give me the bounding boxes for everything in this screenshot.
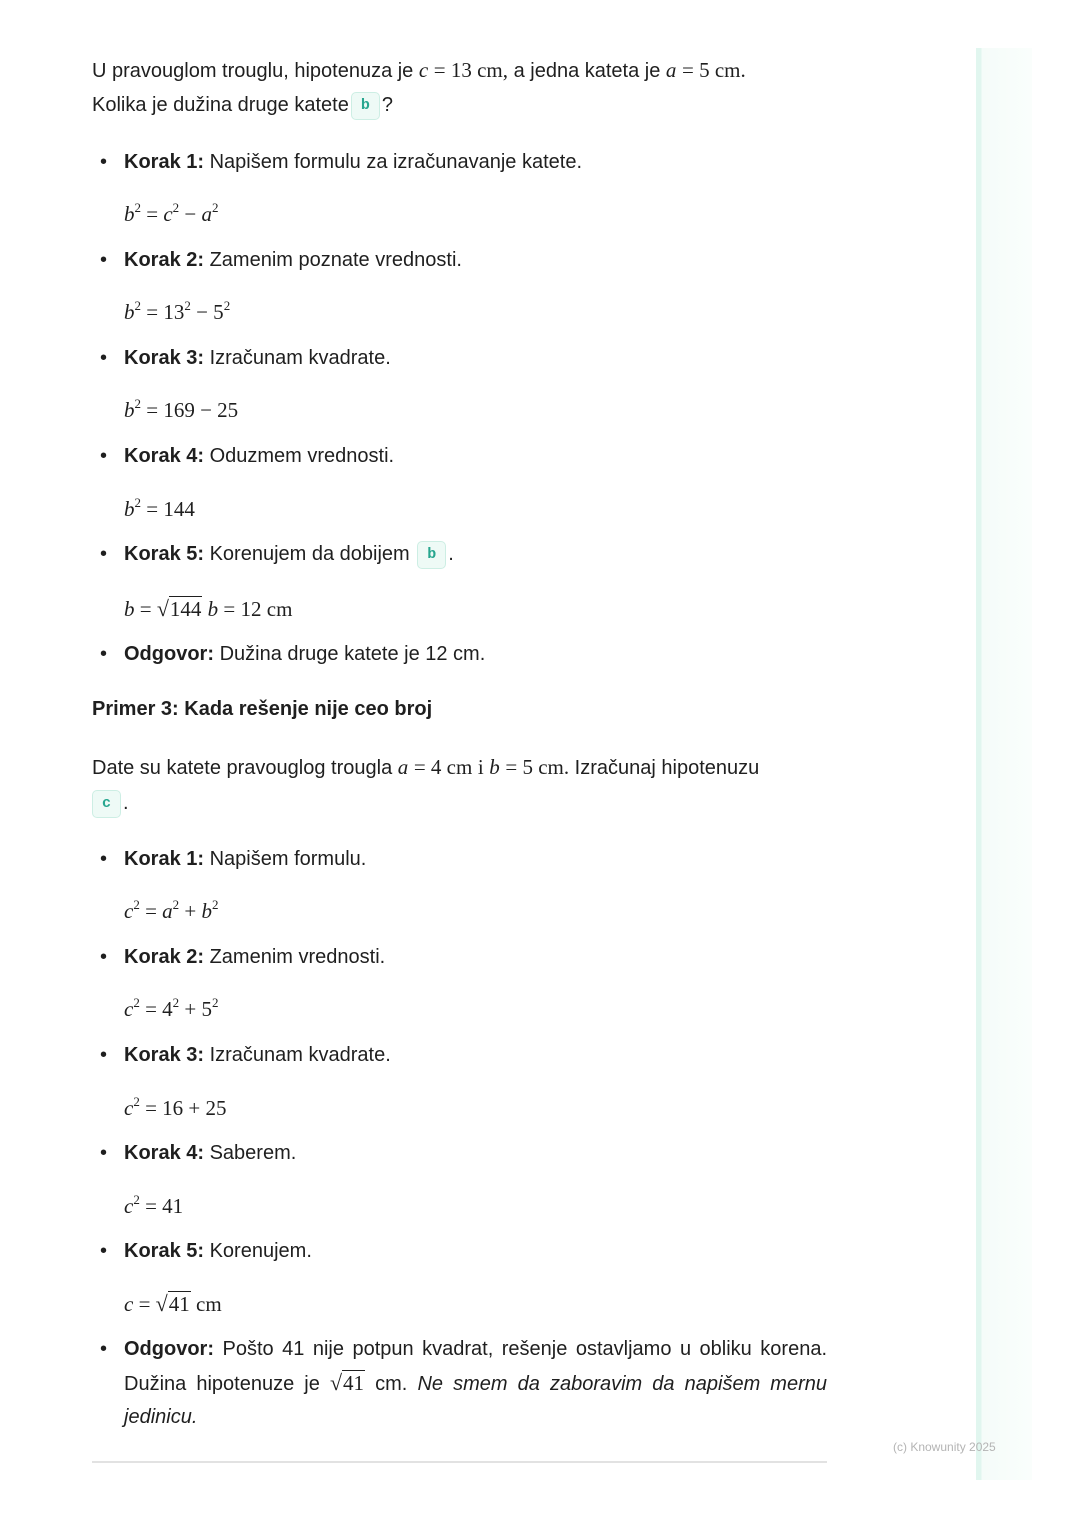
math-var-a: a xyxy=(397,755,409,779)
math-value-a: = 4 cm xyxy=(413,755,473,779)
intro-text-2: a jedna kateta je xyxy=(513,60,661,82)
bullet-dot: • xyxy=(100,1338,108,1360)
answer-note: Ne smem da zaboravim da napišem mernu jedinicu. xyxy=(124,1373,827,1428)
bullet-dot: • xyxy=(100,946,108,968)
sqrt: √41 xyxy=(155,1291,190,1316)
code-chip-c: c xyxy=(92,790,121,818)
step-text: Izračunam kvadrate. xyxy=(209,347,391,369)
answer-label: Odgovor: xyxy=(124,643,214,665)
step-label: Korak 1: xyxy=(124,848,205,870)
step-label: Korak 3: xyxy=(124,1044,205,1066)
math-value-c: = 13 cm, xyxy=(433,58,509,82)
bullet-dot: • xyxy=(100,249,108,271)
formula: $c^2 = 16 + 25$ xyxy=(124,1094,227,1120)
answer-unit: cm. xyxy=(375,1373,408,1395)
code-chip-b: b xyxy=(351,92,380,120)
bullet-dot: • xyxy=(100,151,108,173)
step-label: Korak 5: xyxy=(124,1240,205,1262)
formula: $c^2 = 4^2 + 5^2$ xyxy=(124,995,219,1021)
bullet-dot: • xyxy=(100,848,108,870)
step-text: Korenujem da dobijem xyxy=(209,543,410,565)
formula: $b^2 = 144$ xyxy=(124,495,195,521)
example3-text-2: Izračunaj hipotenuzu xyxy=(574,757,760,779)
intro-end: ? xyxy=(381,94,393,116)
step-end: . xyxy=(448,543,454,565)
formula: $c^2 = 41$ xyxy=(124,1192,184,1218)
bottom-divider xyxy=(92,1461,827,1463)
answer-text: Dužina druge katete je 12 cm. xyxy=(219,643,486,665)
example3-paragraph xyxy=(92,750,827,785)
sqrt: √41 xyxy=(329,1370,365,1395)
answer-label: Odgovor: xyxy=(124,1338,214,1360)
intro-paragraph xyxy=(92,53,827,88)
step-label: Korak 3: xyxy=(124,347,205,369)
bullet-dot: • xyxy=(100,1240,108,1262)
bullet-dot: • xyxy=(100,1142,108,1164)
step-text: Korenujem. xyxy=(209,1240,312,1262)
example3-text-1: Date su katete pravouglog trougla xyxy=(92,757,393,779)
bullet-dot: • xyxy=(100,1044,108,1066)
math-var-b: b xyxy=(489,755,500,779)
example3-end: . xyxy=(123,792,129,814)
formula: c = √41 cm xyxy=(124,1289,222,1319)
step-label: Korak 4: xyxy=(124,1142,205,1164)
step-text: Saberem. xyxy=(209,1142,297,1164)
code-chip-b: b xyxy=(417,541,446,569)
sqrt: √144 xyxy=(156,596,202,621)
section-heading: Primer 3: Kada rešenje nije ceo broj xyxy=(92,698,433,720)
bullet-dot: • xyxy=(100,347,108,369)
math-var-a: a xyxy=(665,58,677,82)
math-connector: i xyxy=(477,755,484,779)
step-label: Korak 1: xyxy=(124,151,205,173)
step-label: Korak 5: xyxy=(124,543,205,565)
side-panel xyxy=(976,48,1032,1480)
step-label: Korak 4: xyxy=(124,445,205,467)
bullet-dot: • xyxy=(100,543,108,565)
example3-chip-line xyxy=(92,786,827,820)
step-text: Izračunam kvadrate. xyxy=(209,1044,391,1066)
step-text: Zamenim vrednosti. xyxy=(209,946,386,968)
step-text: Oduzmem vrednosti. xyxy=(209,445,395,467)
intro-text-1: U pravouglom trouglu, hipotenuza je xyxy=(92,60,414,82)
answer-text: Pošto 41 nije potpun kvadrat, rešenje ostavljamo u obliku korena. Dužina hipotenuze je xyxy=(124,1338,828,1395)
formula: $b^2 = c^2 - a^2$ xyxy=(124,200,219,226)
math-var-c: c xyxy=(418,58,429,82)
step-text: Zamenim poznate vrednosti. xyxy=(209,249,462,271)
step-text: Napišem formulu za izračunavanje katete. xyxy=(209,151,582,173)
intro-question xyxy=(92,88,827,122)
math-value-a: = 5 cm. xyxy=(681,58,746,82)
formula: $b^2 = 13^2 - 5^2$ xyxy=(124,298,231,324)
formula: $c^2 = a^2 + b^2$ xyxy=(124,897,219,923)
intro-text-3: Kolika je dužina druge katete xyxy=(92,94,349,116)
formula: b = √144 b = 12 cm xyxy=(124,594,292,624)
formula: $b^2 = 169 - 25$ xyxy=(124,396,239,422)
math-value-b: = 5 cm. xyxy=(505,755,570,779)
copyright-footer: (c) Knowunity 2025 xyxy=(893,1440,996,1454)
bullet-dot: • xyxy=(100,643,108,665)
bullet-dot: • xyxy=(100,445,108,467)
step-label: Korak 2: xyxy=(124,946,205,968)
step-text: Napišem formulu. xyxy=(209,848,367,870)
step-label: Korak 2: xyxy=(124,249,205,271)
